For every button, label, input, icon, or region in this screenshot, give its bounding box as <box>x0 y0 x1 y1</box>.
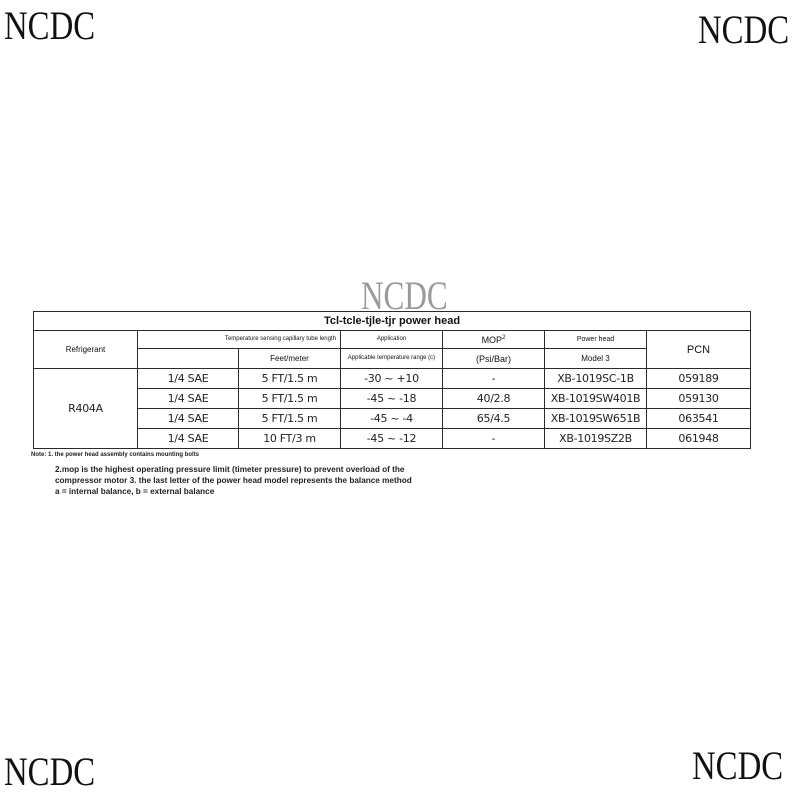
fitting-cell: 1/4 SAE <box>138 409 239 429</box>
model-cell: XB-1019SW401B <box>545 389 647 409</box>
table-row <box>34 389 751 409</box>
fitting-cell: 1/4 SAE <box>138 389 239 409</box>
pcn-cell: 063541 <box>647 409 751 429</box>
header-application: Application <box>341 331 443 349</box>
watermark-bottom-right: NCDC <box>692 743 784 788</box>
range-cell: -45 ~ -12 <box>341 429 443 449</box>
header-power-head: Power head <box>545 331 647 349</box>
model-cell: XB-1019SW651B <box>545 409 647 429</box>
length-cell: 10 FT/3 m <box>239 429 341 449</box>
pcn-cell: 059130 <box>647 389 751 409</box>
header-mop: MOP$^2$ <box>443 331 545 349</box>
header-blank <box>138 349 239 369</box>
mop-cell: - <box>443 429 545 449</box>
length-cell: 5 FT/1.5 m <box>239 369 341 389</box>
mop-cell: 40/2.8 <box>443 389 545 409</box>
mop-cell: 65/4.5 <box>443 409 545 429</box>
watermark-top-right: NCDC <box>698 7 790 52</box>
table-title: Tcl-tcle-tjle-tjr power head <box>34 312 751 331</box>
model-cell: XB-1019SC-1B <box>545 369 647 389</box>
mop-cell: - <box>443 369 545 389</box>
range-cell: -45 ~ -18 <box>341 389 443 409</box>
table-row <box>34 409 751 429</box>
watermark-center: NCDC <box>361 273 448 318</box>
length-cell: 5 FT/1.5 m <box>239 409 341 429</box>
range-cell: -30 ~ +10 <box>341 369 443 389</box>
fitting-cell: 1/4 SAE <box>138 369 239 389</box>
header-refrigerant: Refrigerant <box>34 331 138 369</box>
power-head-spec-table <box>33 311 751 449</box>
range-cell: -45 ~ -4 <box>341 409 443 429</box>
fitting-cell: 1/4 SAE <box>138 429 239 449</box>
table-row <box>34 369 751 389</box>
model-cell: XB-1019SZ2B <box>545 429 647 449</box>
pcn-cell: 059189 <box>647 369 751 389</box>
header-pcn: PCN <box>647 331 751 369</box>
pcn-cell: 061948 <box>647 429 751 449</box>
refrigerant-value: R404A <box>34 369 138 449</box>
header-model: Model 3 <box>545 349 647 369</box>
length-cell: 5 FT/1.5 m <box>239 389 341 409</box>
watermark-bottom-left: NCDC <box>4 749 96 794</box>
table-row <box>34 429 751 449</box>
header-temp-range: Applicable temperature range (c) <box>341 349 443 369</box>
header-psi-bar: (Psi/Bar) <box>443 349 545 369</box>
watermark-top-left: NCDC <box>4 3 96 48</box>
note-1: Note: 1. the power head assembly contains mounting bolts <box>31 452 200 458</box>
header-feet-meter: Feet/meter <box>239 349 341 369</box>
note-2: 2.mop is the highest operating pressure limit (timeter pressure) to prevent overload of the compressor motor 3. the last letter of the power head model represents the balance method a = internal balance, b = external balance <box>55 465 412 496</box>
header-capillary-length: Temperature sensing capillary tube length <box>138 331 341 349</box>
